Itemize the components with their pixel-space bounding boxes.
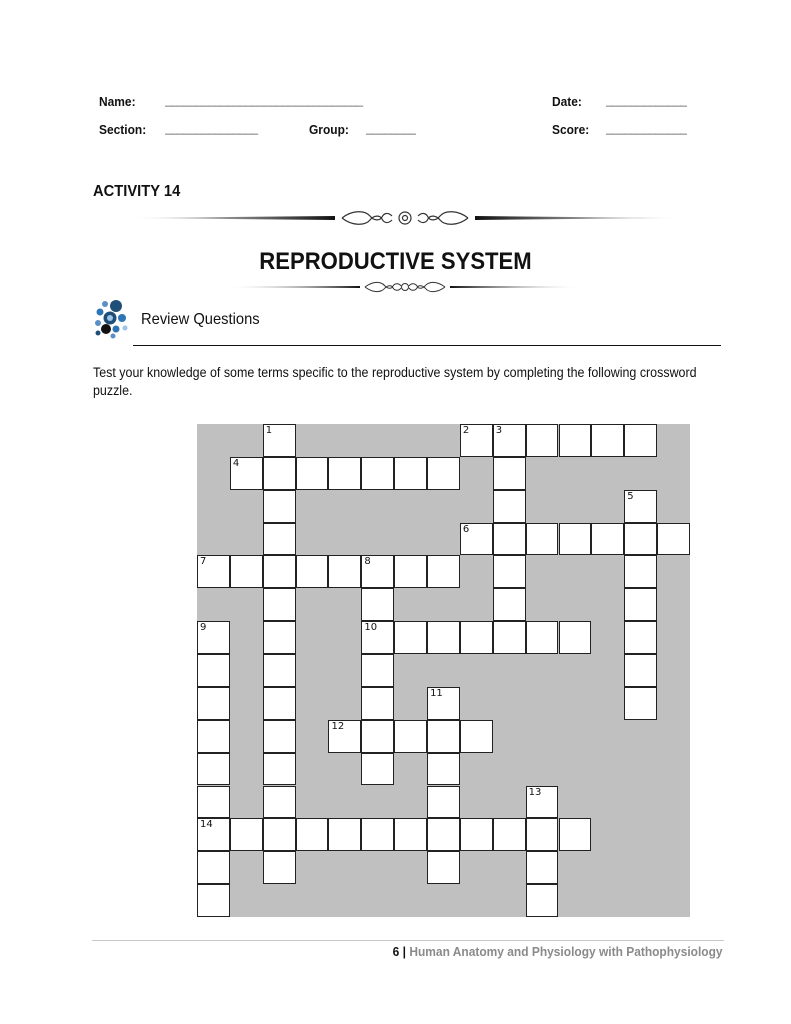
crossword-cell[interactable] xyxy=(624,490,657,523)
crossword-cell[interactable] xyxy=(361,588,394,621)
crossword-cell[interactable] xyxy=(197,818,230,851)
crossword-cell[interactable] xyxy=(427,555,460,588)
crossword-cell[interactable] xyxy=(361,687,394,720)
crossword-cell[interactable] xyxy=(657,523,690,556)
crossword-cell[interactable] xyxy=(263,457,296,490)
crossword-cell[interactable] xyxy=(624,424,657,457)
crossword-cell[interactable] xyxy=(624,654,657,687)
crossword-cell[interactable] xyxy=(263,523,296,556)
crossword-cell[interactable] xyxy=(328,818,361,851)
crossword-grid xyxy=(197,424,690,917)
crossword-cell[interactable] xyxy=(197,753,230,786)
crossword-cell[interactable] xyxy=(526,424,559,457)
date-field[interactable]: _____________ xyxy=(606,93,687,107)
name-field[interactable]: ________________________________ xyxy=(165,93,363,107)
clue-number: 6 xyxy=(462,523,470,535)
crossword-cell[interactable] xyxy=(460,818,493,851)
footer-rule xyxy=(92,940,724,941)
crossword-cell[interactable] xyxy=(526,884,559,917)
crossword-cell[interactable] xyxy=(624,621,657,654)
section-label: Section: xyxy=(99,122,147,137)
crossword-cell[interactable] xyxy=(296,457,329,490)
crossword-cell[interactable] xyxy=(493,555,526,588)
crossword-cell[interactable] xyxy=(394,720,427,753)
clue-number: 8 xyxy=(364,556,371,568)
crossword-cell[interactable] xyxy=(460,720,493,753)
crossword-cell[interactable] xyxy=(230,555,263,588)
crossword-cell[interactable] xyxy=(263,588,296,621)
crossword-cell[interactable] xyxy=(197,621,230,654)
crossword-cell[interactable] xyxy=(460,424,493,457)
section-field[interactable]: _______________ xyxy=(165,121,258,135)
crossword-cell[interactable] xyxy=(361,457,394,490)
crossword-cell[interactable] xyxy=(394,818,427,851)
crossword-cell[interactable] xyxy=(493,588,526,621)
crossword-cell[interactable] xyxy=(263,621,296,654)
crossword-cell[interactable] xyxy=(197,720,230,753)
crossword-cell[interactable] xyxy=(197,654,230,687)
intro-text: Test your knowledge of some terms specific to the reproductive system by completing the following crossword puzzle. xyxy=(93,365,697,398)
activity-heading: ACTIVITY 14 xyxy=(93,183,181,200)
crossword-cell[interactable] xyxy=(591,523,624,556)
clue-number: 7 xyxy=(200,556,207,568)
crossword-cell[interactable] xyxy=(460,621,493,654)
crossword-cell[interactable] xyxy=(197,555,230,588)
clue-number: 13 xyxy=(528,786,542,798)
crossword-cell[interactable] xyxy=(263,424,296,457)
crossword-cell[interactable] xyxy=(427,720,460,753)
crossword-cell[interactable] xyxy=(427,818,460,851)
clue-number: 3 xyxy=(495,425,503,436)
crossword-cell[interactable] xyxy=(493,818,526,851)
crossword-cell[interactable] xyxy=(197,786,230,819)
crossword-cell[interactable] xyxy=(559,818,592,851)
crossword-cell[interactable] xyxy=(493,621,526,654)
group-label: Group: xyxy=(309,122,349,137)
crossword-cell[interactable] xyxy=(230,818,263,851)
footer xyxy=(393,944,723,959)
crossword-cell[interactable] xyxy=(526,786,559,819)
crossword-cell[interactable] xyxy=(526,818,559,851)
molecule-icon xyxy=(92,298,130,340)
group-field[interactable]: ________ xyxy=(366,121,416,135)
crossword-cell[interactable] xyxy=(493,457,526,490)
crossword-cell[interactable] xyxy=(263,818,296,851)
crossword-cell[interactable] xyxy=(427,457,460,490)
crossword-cell[interactable] xyxy=(361,720,394,753)
crossword-cell[interactable] xyxy=(361,621,394,654)
crossword-cell[interactable] xyxy=(493,490,526,523)
clue-number: 9 xyxy=(200,622,207,634)
crossword-cell[interactable] xyxy=(230,457,263,490)
crossword-cell[interactable] xyxy=(427,786,460,819)
name-label: Name: xyxy=(99,94,136,109)
crossword-cell[interactable] xyxy=(427,851,460,884)
crossword-cell[interactable] xyxy=(263,555,296,588)
page-number: 6 xyxy=(393,944,400,959)
clue-number: 2 xyxy=(462,425,470,436)
crossword-cell[interactable] xyxy=(559,523,592,556)
crossword-cell[interactable] xyxy=(526,851,559,884)
crossword-cell[interactable] xyxy=(296,818,329,851)
crossword-cell[interactable] xyxy=(361,555,394,588)
page-title: REPRODUCTIVE SYSTEM xyxy=(259,248,532,275)
crossword-cell[interactable] xyxy=(296,555,329,588)
clue-number: 10 xyxy=(364,622,378,634)
crossword-cell[interactable] xyxy=(263,687,296,720)
crossword-cell[interactable] xyxy=(591,424,624,457)
crossword-cell[interactable] xyxy=(559,424,592,457)
crossword-cell[interactable] xyxy=(263,786,296,819)
date-label: Date: xyxy=(552,94,582,109)
section-rule xyxy=(133,345,721,346)
crossword-cell[interactable] xyxy=(361,753,394,786)
crossword-cell[interactable] xyxy=(263,851,296,884)
title-ornament xyxy=(225,280,585,294)
ornament-divider xyxy=(130,208,680,228)
clue-number: 1 xyxy=(265,425,273,436)
footer-separator: | xyxy=(403,944,407,959)
crossword-cell[interactable] xyxy=(197,884,230,917)
crossword-cell[interactable] xyxy=(328,720,361,753)
crossword-cell[interactable] xyxy=(427,687,460,720)
crossword-cell[interactable] xyxy=(493,424,526,457)
clue-number: 4 xyxy=(232,457,240,469)
crossword-cell[interactable] xyxy=(263,753,296,786)
review-questions-heading: Review Questions xyxy=(141,311,260,328)
clue-number: 12 xyxy=(331,720,345,732)
crossword-cell[interactable] xyxy=(197,687,230,720)
crossword-cell[interactable] xyxy=(394,555,427,588)
crossword-cell[interactable] xyxy=(361,818,394,851)
crossword-cell[interactable] xyxy=(460,523,493,556)
crossword-cell[interactable] xyxy=(624,687,657,720)
crossword-cell[interactable] xyxy=(624,523,657,556)
crossword-cell[interactable] xyxy=(328,555,361,588)
crossword-cell[interactable] xyxy=(361,654,394,687)
crossword-cell[interactable] xyxy=(624,555,657,588)
crossword-cell[interactable] xyxy=(263,720,296,753)
crossword-cell[interactable] xyxy=(624,588,657,621)
score-label: Score: xyxy=(552,122,590,137)
crossword-cell[interactable] xyxy=(328,457,361,490)
crossword-cell[interactable] xyxy=(526,621,559,654)
book-title: Human Anatomy and Physiology with Pathophysiology xyxy=(409,944,723,959)
crossword-cell[interactable] xyxy=(394,457,427,490)
crossword-cell[interactable] xyxy=(559,621,592,654)
clue-number: 14 xyxy=(200,819,213,831)
score-field[interactable]: _____________ xyxy=(606,121,687,135)
crossword-cell[interactable] xyxy=(427,621,460,654)
crossword-cell[interactable] xyxy=(427,753,460,786)
crossword-cell[interactable] xyxy=(394,621,427,654)
clue-number: 5 xyxy=(627,490,634,502)
clue-number: 11 xyxy=(430,687,443,699)
crossword-cell[interactable] xyxy=(263,654,296,687)
crossword-cell[interactable] xyxy=(263,490,296,523)
crossword-cell[interactable] xyxy=(197,851,230,884)
crossword-cell[interactable] xyxy=(493,523,526,556)
crossword-cell[interactable] xyxy=(526,523,559,556)
